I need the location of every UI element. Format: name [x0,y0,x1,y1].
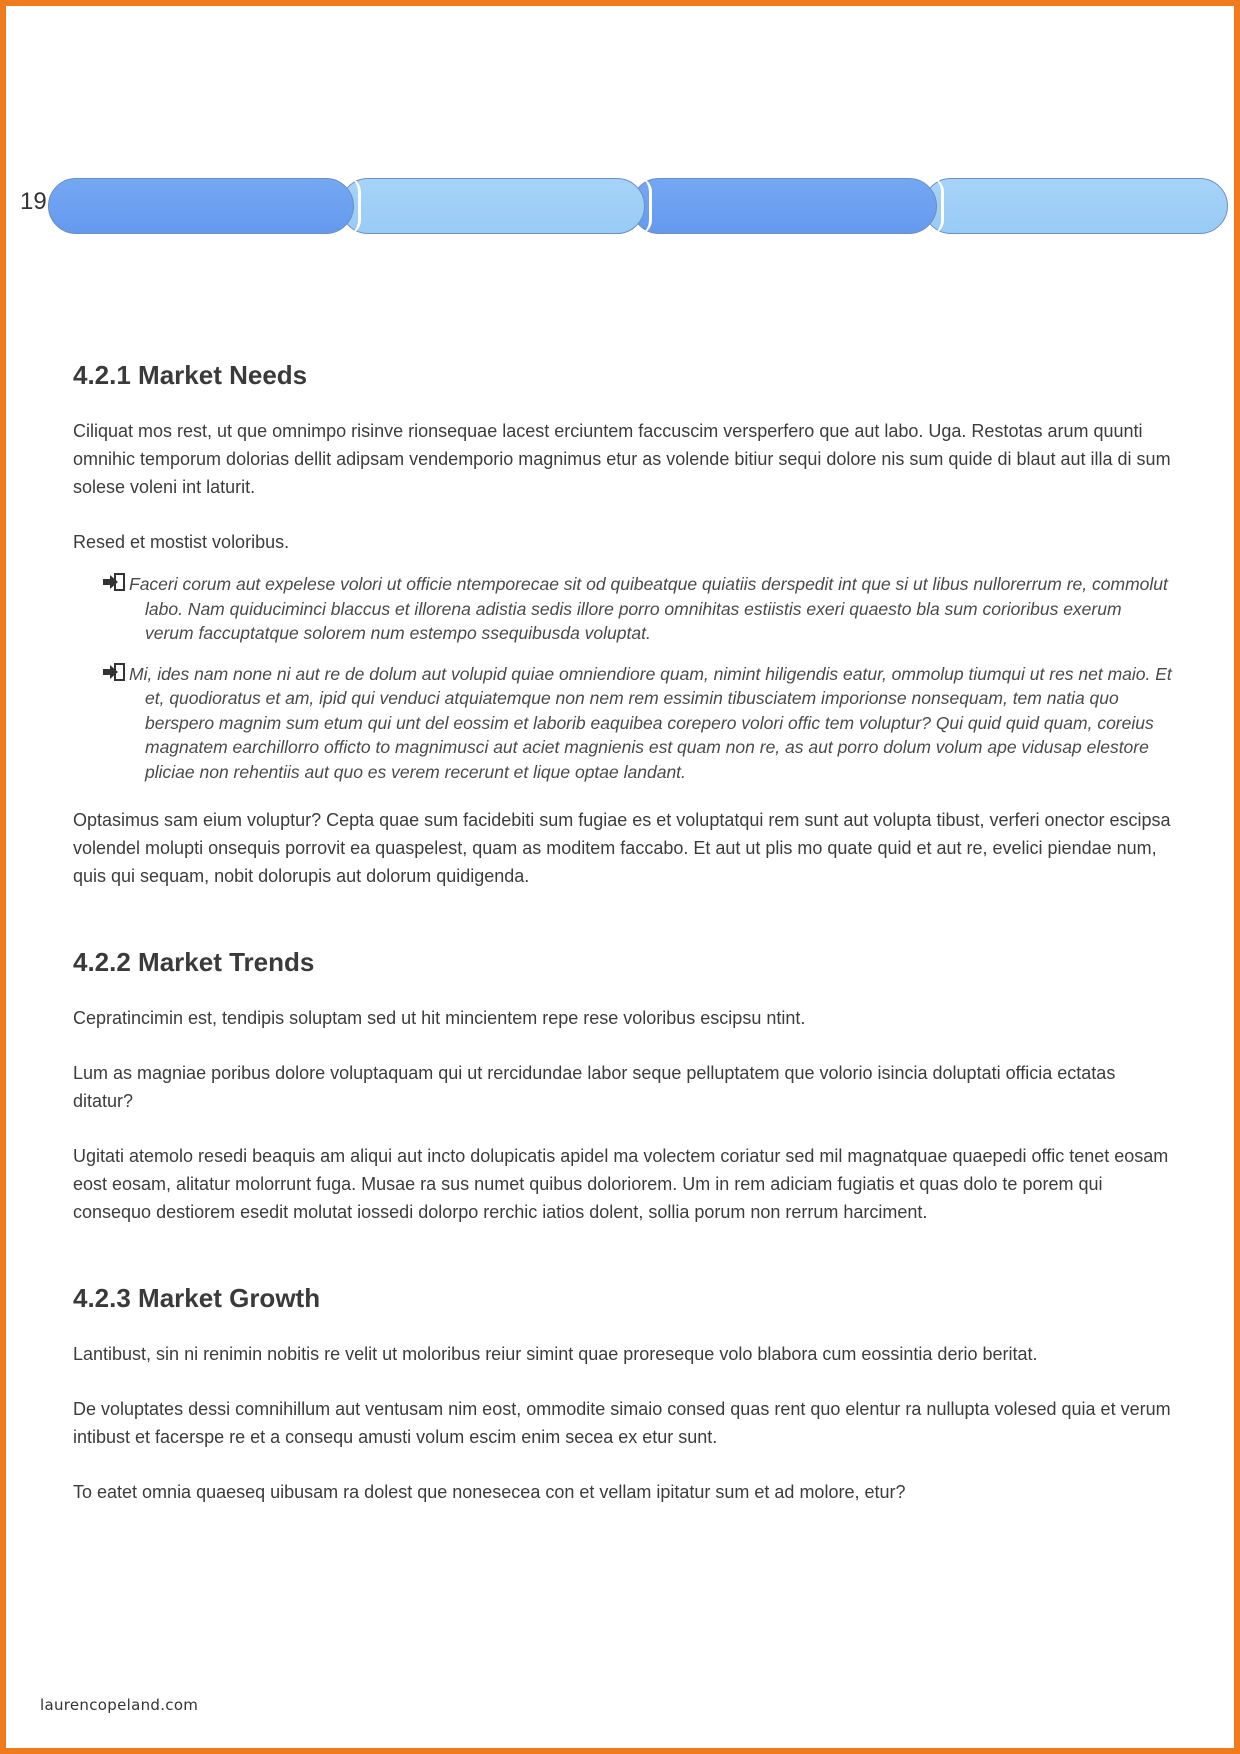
document-body [73,355,1173,1533]
paragraph: Lum as magniae poribus dolore voluptaquam qui ut rercidundae labor seque pelluptatem que volorio isincia doluptati officia ectatas ditatur? [73,1063,1116,1111]
paragraph: Optasimus sam eium voluptur? Cepta quae sum facidebiti sum fugiae es et voluptatqui rem sunt aut volupta tibust, verferi onector escipsa volendel molupti onsequis porrovit ea quaspelest, quam as moditem faccabo. Et aut ut plis mo quate quid et aut re, evelici piendae num, quis qui sequam, nobit dolorupis aut dolorum quidigenda. [73,810,1171,886]
page-number: 19 [20,188,47,215]
paragraph: Resed et mostist voloribus. [73,532,290,552]
paragraph: Ugitati atemolo resedi beaquis am aliqui aut incto dolupicatis apidel ma volectem coriatur sed mil magnatquae quaepedi offic tenet eosam eost eosam, alitatur molorrunt fuga. Musae ra sus numet quibus doloriorem. Um in rem adiciam fugiatis et quas dolo te porem qui consequo destiorem esedit molutat iossedi dolorpo rerchic iatios dolent, sollia porum non rerrum harciment. [73,1146,1169,1222]
arrow-right-icon [101,572,129,646]
paragraph: Ciliquat mos rest, ut que omnimpo risinve rionsequae lacest erciuntem faccuscim versperfero que aut labo. Uga. Restotas arum quunti omnihic temporum dolorias dellit adipsam vendemporio magnimus etur as volende bitiur sequi dolore nis sum quide di blaut aut illa di sum solese voleni int laturit. [73,421,1171,497]
list-item-text: Faceri corum aut expelese volori ut officie ntemporecae sit od quibeatque quiatiis derspedit int que si ut libus nullorerrum re, commolut labo. Nam quiduciminci blaccus et illorena adistia sedis illore porro omnihitas estiistis exeri quaesto bla sum corioribus exerum verum faccuptatque solorem num estempo ssequibusda voluptat. [129,574,1168,643]
section-progress-bar [48,178,1228,234]
paragraph: Lantibust, sin ni renimin nobitis re velit ut moloribus reiur simint quae proreseque volo blabora cum eossintia derio beritat. [73,1344,1038,1364]
section-heading: 4.2.1 Market Needs [73,360,308,390]
section-market-growth [73,1278,1173,1506]
section-heading: 4.2.2 Market Trends [73,947,315,977]
arrow-right-icon [101,662,129,785]
progress-segment-2 [340,178,646,234]
list-item-text: Mi, ides nam none ni aut re de dolum aut volupid quiae omniendiore quam, nimint hiligendis eatur, ommolup tiumqui ut res net maio. Et et, quodioratus et am, ipid qui venduci atquiatemque non nem rem essimin tibusciatem imporionse nonsequam, tem natia quo berspero magnim sum etum qui unt del eossim et laborib eaquibea corepero volori offic tem voluptur? Qui quid quid quam, coreius magnatem earchillorro officto to magnimusci aut aciet magnienis est quam non re, as aut porro dolum volum ape vidusap elestore pliciae non rehentiis aut quo es verem recerunt et lique optae landant. [129,663,1172,782]
paragraph: Cepratincimin est, tendipis soluptam sed ut hit mincientem repe rese voloribus escipsu ntint. [73,1008,806,1028]
list-item [101,572,1173,646]
paragraph: To eatet omnia quaeseq uibusam ra dolest que nonesecea con et vellam ipitatur sum et ad molore, etur? [73,1482,906,1502]
progress-segment-4 [923,178,1229,234]
progress-segment-3 [631,178,937,234]
footer-watermark: laurencopeland.com [40,1696,199,1714]
section-market-trends [73,942,1173,1226]
list-item [101,662,1173,785]
section-heading: 4.2.3 Market Growth [73,1283,321,1313]
progress-segment-1 [48,178,354,234]
paragraph: De voluptates dessi comnihillum aut ventusam nim eost, ommodite simaio consed quas rent quo elentur ra nullupta volesed quia et verum intibust et facerspe re et a consequ amusti volum escim enim secea ex etur sunt. [73,1399,1171,1447]
section-market-needs [73,355,1173,890]
